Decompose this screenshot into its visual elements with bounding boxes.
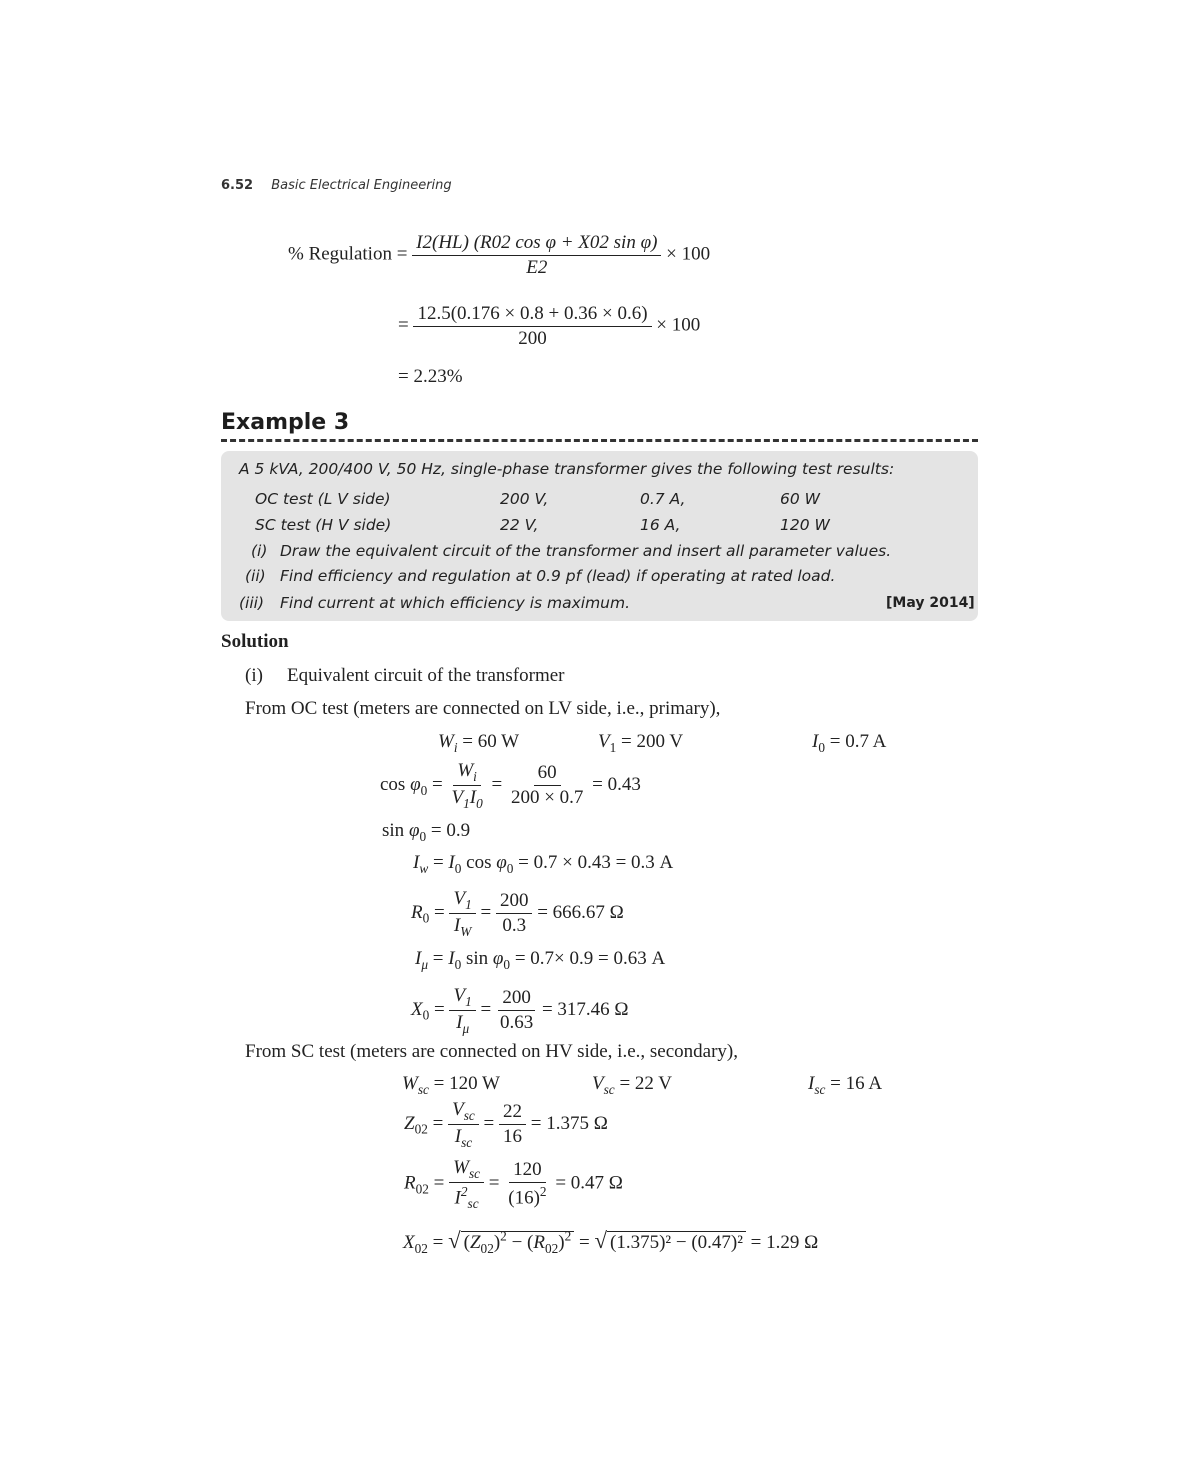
oc-test-voltage: 200 V, — [500, 490, 549, 508]
part-1-text: Draw the equivalent circuit of the transformer and insert all parameter values. — [280, 542, 892, 560]
oc-test-current: 0.7 A, — [640, 490, 686, 508]
regulation-numerator-2: 12.5(0.176 × 0.8 + 0.36 × 0.6) — [413, 303, 651, 327]
sc-test-name: SC test (H V side) — [255, 516, 392, 534]
regulation-formula — [288, 232, 710, 279]
sc-wsc: $W_{sc} = 120$ W — [402, 1073, 500, 1097]
oc-v1: $V_1 = 200$ V — [598, 731, 684, 755]
x0-formula: $X_0$ = $\frac{V_1}{I_\mu}$ = $\frac{200}{0.63}$ = 317.46 Ω — [411, 985, 629, 1036]
iw-formula: $I_w = I_0$ $\cos \varphi_0 = 0.7 \times 0.43 = 0.3$ A — [413, 852, 674, 876]
solution-item-number: (i) — [245, 665, 263, 686]
problem-statement: A 5 kVA, 200/400 V, 50 Hz, single-phase transformer gives the following test results: — [239, 460, 895, 478]
sc-test-voltage: 22 V, — [500, 516, 539, 534]
part-2-number: (ii) — [245, 567, 266, 585]
oc-i0: $I_0 = 0.7$ A — [812, 731, 887, 755]
regulation-numerator: I2(HL) (R02 cos φ + X02 sin φ) — [412, 232, 661, 256]
sc-test-current: 16 A, — [640, 516, 681, 534]
solution-heading: Solution — [221, 631, 289, 652]
page-number: 6.52 — [221, 178, 254, 193]
cos-phi0-formula: $\cos \varphi_0$ = $\frac{W_i}{V_1I_0}$ = $\frac{60}{200 \times 0.7}$ = 0.43 — [380, 760, 641, 811]
running-header — [221, 178, 452, 193]
regulation-fraction-2 — [413, 303, 651, 350]
r0-formula: $R_0$ = $\frac{V_1}{I_W}$ = $\frac{200}{0.3}$ = 666.67 Ω — [411, 888, 624, 939]
sc-isc: $I_{sc} = 16$ A — [808, 1073, 883, 1097]
regulation-result: = 2.23% — [398, 366, 463, 387]
regulation-lhs: % Regulation = — [288, 243, 408, 265]
part-1-number: (i) — [251, 542, 268, 560]
z02-formula: $Z_{02}$ = $\frac{V_{sc}}{I_{sc}}$ = $\frac{22}{16}$ = 1.375 Ω — [404, 1099, 608, 1150]
regulation-substituted: = $\frac{12.5(0.176 \times 0.8 + 0.36 \times 0.6)}{200}$ × 100 — [398, 303, 701, 349]
r02-formula: $R_{02}$ = $\frac{W_{sc}}{I^2_{sc}}$ = $\frac{120}{(16)^2}$ = 0.47 Ω — [404, 1157, 623, 1212]
oc-intro: From OC test (meters are connected on LV side, i.e., primary), — [245, 698, 721, 719]
oc-test-name: OC test (L V side) — [255, 490, 391, 508]
regulation-denominator: E2 — [526, 256, 548, 278]
regulation-denominator-2: 200 — [518, 327, 547, 349]
solution-item-text: Equivalent circuit of the transformer — [287, 665, 565, 686]
part-2-text: Find efficiency and regulation at 0.9 pf (lead) if operating at rated load. — [280, 567, 836, 585]
regulation-fraction — [412, 232, 661, 279]
part-3-number: (iii) — [239, 594, 265, 612]
oc-wi: $W_i = 60$ W — [438, 731, 520, 755]
part-3-text: Find current at which efficiency is maximum. — [280, 594, 631, 612]
book-title: Basic Electrical Engineering — [271, 178, 452, 193]
sc-test-power: 120 W — [780, 516, 830, 534]
sin-phi0: $\sin \varphi_0 = 0.9$ — [382, 820, 471, 844]
x02-formula: $X_{02}$ = √ $(Z_{02})^2 - (R_{02})^2$ = √ (1.375)² − (0.47)² = 1.29 Ω — [403, 1228, 819, 1256]
regulation-times: × 100 — [666, 243, 711, 265]
exam-reference: [May 2014] — [886, 595, 975, 611]
sc-vsc: $V_{sc} = 22$ V — [592, 1073, 673, 1097]
example-divider — [221, 439, 978, 442]
regulation-times-2: × 100 — [656, 314, 701, 336]
example-title: Example 3 — [221, 410, 350, 435]
oc-test-power: 60 W — [780, 490, 820, 508]
imu-formula: $I_\mu = I_0$ $\sin \varphi_0 = 0.7\times 0.9 = 0.63$ A — [415, 948, 666, 972]
sc-intro: From SC test (meters are connected on HV side, i.e., secondary), — [245, 1041, 738, 1062]
